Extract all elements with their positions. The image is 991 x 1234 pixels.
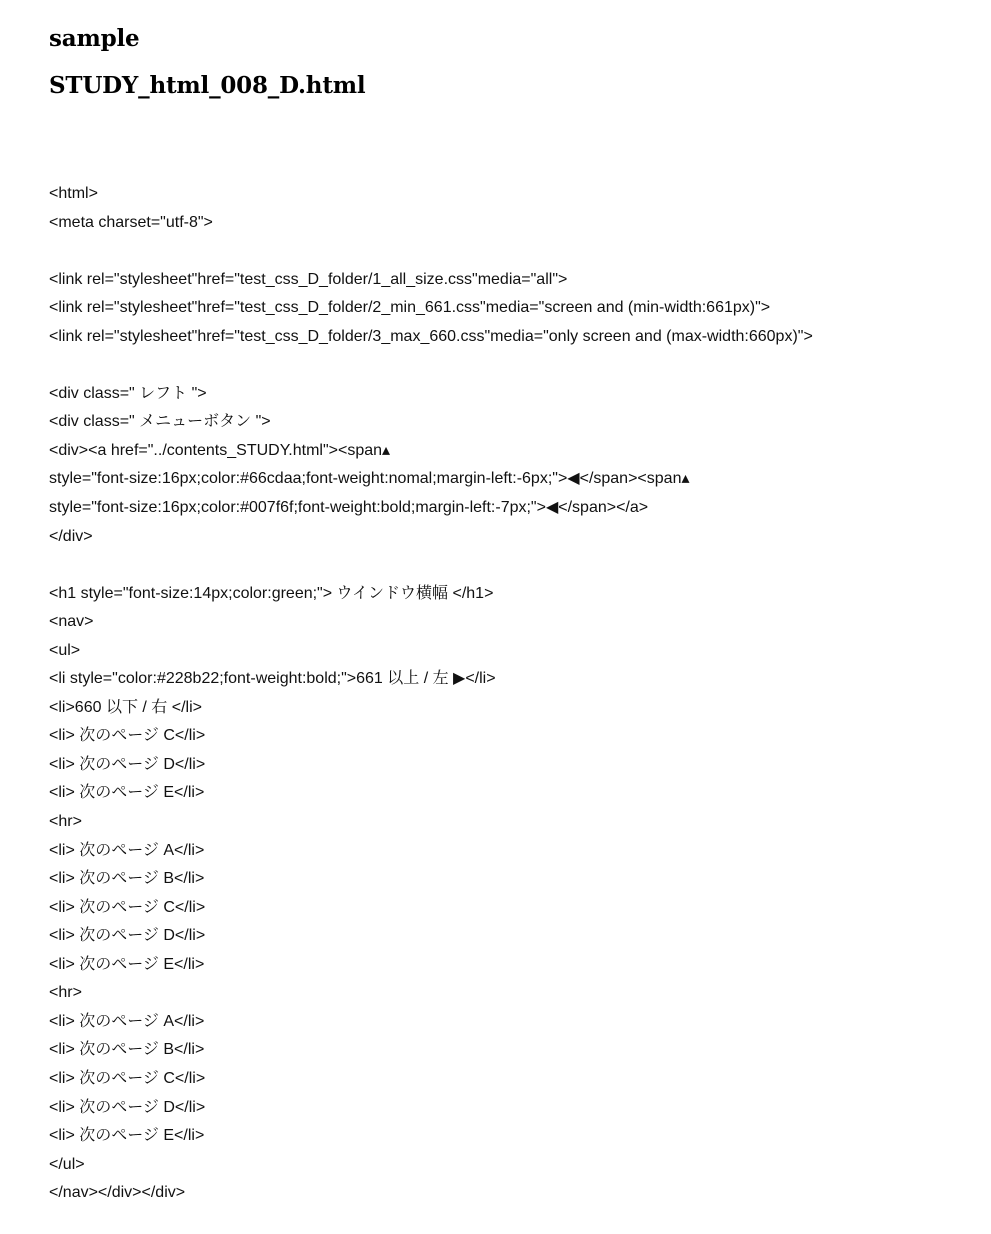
code-line: style="font-size:16px;color:#007f6f;font-weight:bold;margin-left:-7px;">◀</span></a> [49,499,649,517]
file-name-heading: STUDY_html_008_D.html [49,72,366,99]
code-line: <h1 style="font-size:14px;color:green;"> ウインドウ横幅 </h1> [49,584,494,602]
code-line: <li> 次のページ D</li> [49,1098,206,1116]
document-page [49,22,979,1208]
code-line: <html> [49,185,98,202]
code-line: </div> [49,527,93,545]
code-line: <meta charset="utf-8"> [49,213,213,231]
code-line: <li> 次のページ B</li> [49,870,205,888]
code-line: <nav> [49,613,94,631]
code-line: <link rel="stylesheet"href="test_css_D_folder/1_all_size.css"media="all"> [49,270,568,288]
code-line: <div><a href="../contents_STUDY.html"><span▴ [49,441,391,459]
code-line: <li> 次のページ B</li> [49,1041,205,1059]
code-line: <div class=" メニューボタン "> [49,413,271,431]
code-line: <li> 次のページ C</li> [49,727,206,745]
code-listing [49,180,979,1208]
code-line: <li> 次のページ E</li> [49,1127,205,1145]
code-line: <div class=" レフト "> [49,384,207,402]
code-line-blank [49,237,979,266]
code-line: <link rel="stylesheet"href="test_css_D_folder/2_min_661.css"media="screen and (min-width:661px)"> [49,299,771,317]
code-line: <li> 次のページ C</li> [49,898,206,916]
code-line: <li style="color:#228b22;font-weight:bold;">661 以上 / 左 ▶</li> [49,670,496,688]
code-line: <li>660 以下 / 右 </li> [49,698,202,716]
code-line: <link rel="stylesheet"href="test_css_D_folder/3_max_660.css"media="only screen and (max-width:660px)"> [49,327,813,345]
code-line: <li> 次のページ C</li> [49,1069,206,1087]
code-line: <hr> [49,984,82,1002]
code-line: <li> 次のページ D</li> [49,755,206,773]
code-line: <ul> [49,641,81,659]
code-line-blank [49,551,979,580]
code-line-blank [49,351,979,380]
code-line: <hr> [49,813,82,831]
code-line: style="font-size:16px;color:#66cdaa;font-weight:nomal;margin-left:-6px;">◀</span><span▴ [49,470,690,488]
code-line: <li> 次のページ E</li> [49,955,205,973]
code-line: </ul> [49,1155,85,1173]
code-line: <li> 次のページ D</li> [49,927,206,945]
page-title: sample [49,25,140,52]
code-line: </nav></div></div> [49,1184,186,1202]
code-line: <li> 次のページ A</li> [49,841,205,859]
code-line: <li> 次のページ E</li> [49,784,205,802]
code-line: <li> 次のページ A</li> [49,1012,205,1030]
